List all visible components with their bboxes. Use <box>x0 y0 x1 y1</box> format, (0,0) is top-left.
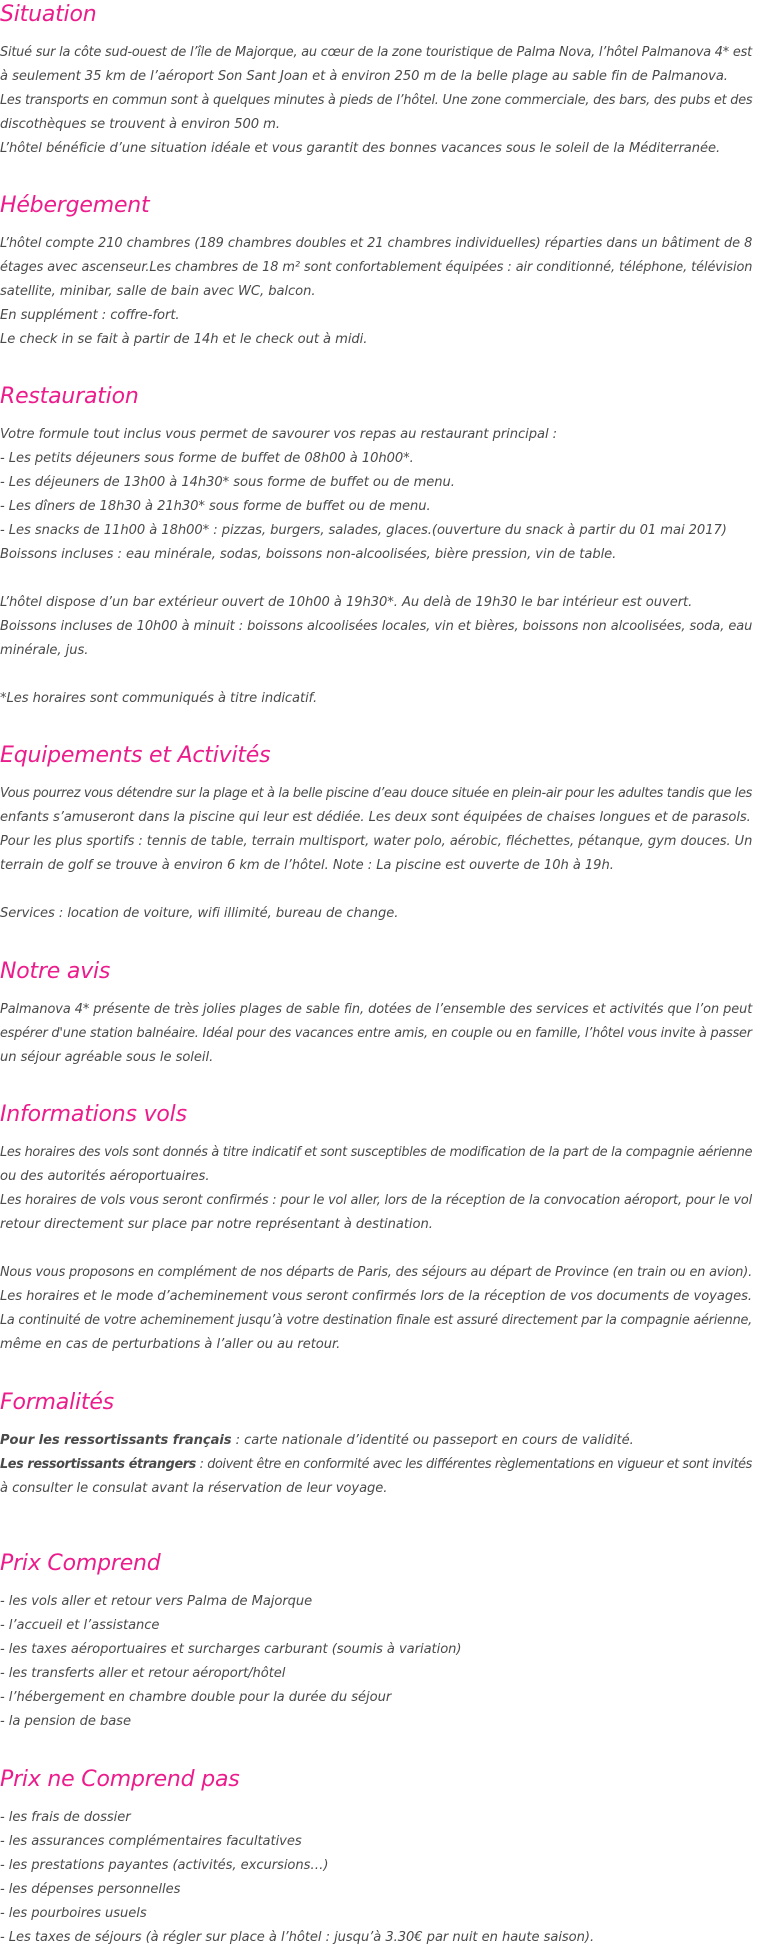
text-line: espérer d'une station balnéaire. Idéal pour des vacances entre amis, en couple ou en famille, l’hôtel vous invite à passer <box>0 1026 752 1041</box>
text-line: Pour les plus sportifs : tennis de table, terrain multisport, water polo, aérobic, fléchettes, pétanque, gym douces. Un <box>0 834 753 849</box>
text-line: Les horaires de vols vous seront confirmés : pour le vol aller, lors de la réception de la convocation aéroport, pour le vol <box>0 1193 753 1208</box>
text-line: - Les petits déjeuners sous forme de buffet de 08h00 à 10h00*. <box>0 451 414 466</box>
text-fragment: : carte nationale d’identité ou passeport en cours de validité. <box>231 1433 634 1448</box>
section-title-restauration: Restauration <box>0 384 139 409</box>
list-item: - la pension de base <box>0 1714 131 1729</box>
section-title-avis: Notre avis <box>0 959 111 984</box>
text-line: Les transports en commun sont à quelques minutes à pieds de l’hôtel. Une zone commerciale, des bars, des pubs et des <box>0 93 753 108</box>
text-line: à seulement 35 km de l’aéroport Son Sant Joan et à environ 250 m de la belle plage au sable fin de Palmanova. <box>0 69 728 84</box>
section-restauration <box>0 382 758 711</box>
list-item: - les transferts aller et retour aéroport/hôtel <box>0 1666 286 1681</box>
list-item: - l’accueil et l’assistance <box>0 1618 160 1633</box>
text-line: retour directement sur place par notre représentant à destination. <box>0 1217 433 1232</box>
section-title-prix-ne-comprend: Prix ne Comprend pas <box>0 1767 240 1792</box>
blank-line <box>0 567 758 591</box>
section-equipements <box>0 741 758 926</box>
text-line: Palmanova 4* présente de très jolies plages de sable fin, dotées de l’ensemble des services et activités que l’on peut <box>0 1002 753 1017</box>
text-line: discothèques se trouvent à environ 500 m. <box>0 117 280 132</box>
text-line: L’hôtel compte 210 chambres (189 chambres doubles et 21 chambres individuelles) réparties dans un bâtiment de 8 <box>0 236 753 251</box>
list-item: - Les taxes de séjours (à régler sur place à l’hôtel : jusqu’à 3.30€ par nuit en haute saison). <box>0 1930 595 1945</box>
section-title-prix-comprend: Prix Comprend <box>0 1551 161 1576</box>
section-body-vols <box>0 1141 758 1357</box>
list-item: - les prestations payantes (activités, excursions…) <box>0 1858 329 1873</box>
text-line: L’hôtel dispose d’un bar extérieur ouvert de 10h00 à 19h30*. Au delà de 19h30 le bar intérieur est ouvert. <box>0 595 693 610</box>
section-body-prix-ne-comprend <box>0 1806 758 1950</box>
text-line: même en cas de perturbations à l’aller ou au retour. <box>0 1337 341 1352</box>
text-line: Nous vous proposons en complément de nos départs de Paris, des séjours au départ de Province (en train ou en avion). <box>0 1265 753 1280</box>
text-line: satellite, minibar, salle de bain avec WC, balcon. <box>0 284 316 299</box>
text-line <box>0 1429 752 1453</box>
text-line <box>0 1453 752 1477</box>
blank-line <box>0 1237 758 1261</box>
text-line: enfants s’amuseront dans la piscine qui leur est dédiée. Les deux sont équipées de chaises longues et de parasols. <box>0 810 751 825</box>
text-line: terrain de golf se trouve à environ 6 km de l’hôtel. Note : La piscine est ouverte de 10h à 19h. <box>0 858 614 873</box>
text-line: Vous pourrez vous détendre sur la plage et à la belle piscine d’eau douce située en plein-air pour les adultes tandis que les <box>0 786 753 801</box>
section-avis <box>0 957 758 1070</box>
text-line: Votre formule tout inclus vous permet de savourer vos repas au restaurant principal : <box>0 427 558 442</box>
text-line: Boissons incluses de 10h00 à minuit : boissons alcoolisées locales, vin et bières, boissons non alcoolisées, soda, eau <box>0 619 753 634</box>
text-line: étages avec ascenseur.Les chambres de 18 m² sont confortablement équipées : air conditionné, téléphone, télévision <box>0 260 753 275</box>
section-title-hebergement: Hébergement <box>0 193 150 218</box>
section-body-restauration <box>0 423 758 711</box>
text-line: Le check in se fait à partir de 14h et le check out à midi. <box>0 332 368 347</box>
section-situation <box>0 0 758 161</box>
text-line: Boissons incluses : eau minérale, sodas, boissons non-alcoolisées, bière pression, vin de table. <box>0 547 617 562</box>
section-body-hebergement <box>0 232 758 352</box>
text-line: La continuité de votre acheminement jusqu’à votre destination finale est assuré directement par la compagnie aérienne, <box>0 1313 752 1328</box>
section-title-formalites: Formalités <box>0 1390 114 1415</box>
section-body-equipements <box>0 782 758 926</box>
blank-line <box>0 878 758 902</box>
bold-label: Les ressortissants étrangers <box>0 1457 196 1472</box>
text-line: Les horaires des vols sont donnés à titre indicatif et sont susceptibles de modification de la part de la compagnie aérienne <box>0 1145 753 1160</box>
section-body-formalites <box>0 1429 758 1501</box>
text-line: minérale, jus. <box>0 643 89 658</box>
section-title-equipements: Equipements et Activités <box>0 743 271 768</box>
text-line: En supplément : coffre-fort. <box>0 308 180 323</box>
section-body-prix-comprend <box>0 1590 758 1734</box>
list-item: - les taxes aéroportuaires et surcharges carburant (soumis à variation) <box>0 1642 462 1657</box>
text-line: - Les déjeuners de 13h00 à 14h30* sous forme de buffet ou de menu. <box>0 475 455 490</box>
list-item: - les pourboires usuels <box>0 1906 147 1921</box>
text-line: - Les dîners de 18h30 à 21h30* sous forme de buffet ou de menu. <box>0 499 431 514</box>
section-body-situation <box>0 41 758 161</box>
section-title-situation: Situation <box>0 2 97 27</box>
section-body-avis <box>0 998 758 1070</box>
text-line: à consulter le consulat avant la réservation de leur voyage. <box>0 1481 388 1496</box>
text-line: Les horaires et le mode d’acheminement vous seront confirmés lors de la réception de vos documents de voyages. <box>0 1289 752 1304</box>
text-line: un séjour agréable sous le soleil. <box>0 1050 214 1065</box>
list-item: - les frais de dossier <box>0 1810 131 1825</box>
list-item: - les assurances complémentaires facultatives <box>0 1834 302 1849</box>
section-prix-ne-comprend <box>0 1765 758 1950</box>
list-item: - les vols aller et retour vers Palma de Majorque <box>0 1594 313 1609</box>
list-item: - l’hébergement en chambre double pour la durée du séjour <box>0 1690 392 1705</box>
section-vols <box>0 1100 758 1357</box>
section-title-vols: Informations vols <box>0 1102 187 1127</box>
text-line: Situé sur la côte sud-ouest de l’île de Majorque, au cœur de la zone touristique de Palma Nova, l’hôtel Palmanova 4* est <box>0 45 752 60</box>
section-formalites <box>0 1388 758 1501</box>
section-prix-comprend <box>0 1549 758 1734</box>
text-line: Services : location de voiture, wifi illimité, bureau de change. <box>0 906 399 921</box>
text-line: ou des autorités aéroportuaires. <box>0 1169 210 1184</box>
text-line: L’hôtel bénéficie d’une situation idéale et vous garantit des bonnes vacances sous le soleil de la Méditerranée. <box>0 141 721 156</box>
list-item: - les dépenses personnelles <box>0 1882 181 1897</box>
bold-label: Pour les ressortissants français <box>0 1433 232 1448</box>
text-line: *Les horaires sont communiqués à titre indicatif. <box>0 691 318 706</box>
section-hebergement <box>0 191 758 352</box>
text-fragment: : doivent être en conformité avec les différentes règlementations en vigueur et sont invités <box>195 1457 752 1472</box>
text-line: - Les snacks de 11h00 à 18h00* : pizzas, burgers, salades, glaces.(ouverture du snack à partir du 01 mai 2017) <box>0 523 727 538</box>
blank-line <box>0 663 758 687</box>
